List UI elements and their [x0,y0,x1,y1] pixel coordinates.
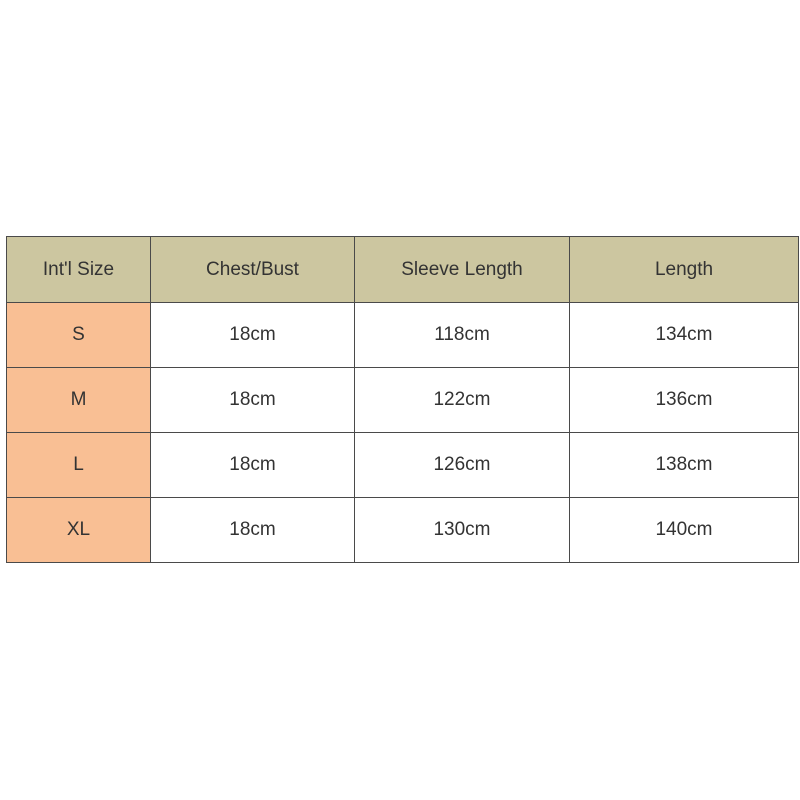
chest-cell: 18cm [151,303,355,368]
header-length: Length [570,237,799,303]
table-body [7,303,799,563]
header-row [7,237,799,303]
sleeve-cell: 126cm [355,433,570,498]
size-cell: M [7,368,151,433]
sleeve-cell: 130cm [355,498,570,563]
chest-cell: 18cm [151,498,355,563]
length-cell: 138cm [570,433,799,498]
size-cell: XL [7,498,151,563]
table-row [7,498,799,563]
table-header [7,237,799,303]
size-chart-table [6,236,799,563]
size-cell: S [7,303,151,368]
chest-cell: 18cm [151,368,355,433]
sleeve-cell: 122cm [355,368,570,433]
length-cell: 134cm [570,303,799,368]
header-chest-bust: Chest/Bust [151,237,355,303]
table-row [7,303,799,368]
chest-cell: 18cm [151,433,355,498]
table-row [7,368,799,433]
size-cell: L [7,433,151,498]
length-cell: 140cm [570,498,799,563]
length-cell: 136cm [570,368,799,433]
header-sleeve-length: Sleeve Length [355,237,570,303]
sleeve-cell: 118cm [355,303,570,368]
table-row [7,433,799,498]
header-intl-size: Int'l Size [7,237,151,303]
